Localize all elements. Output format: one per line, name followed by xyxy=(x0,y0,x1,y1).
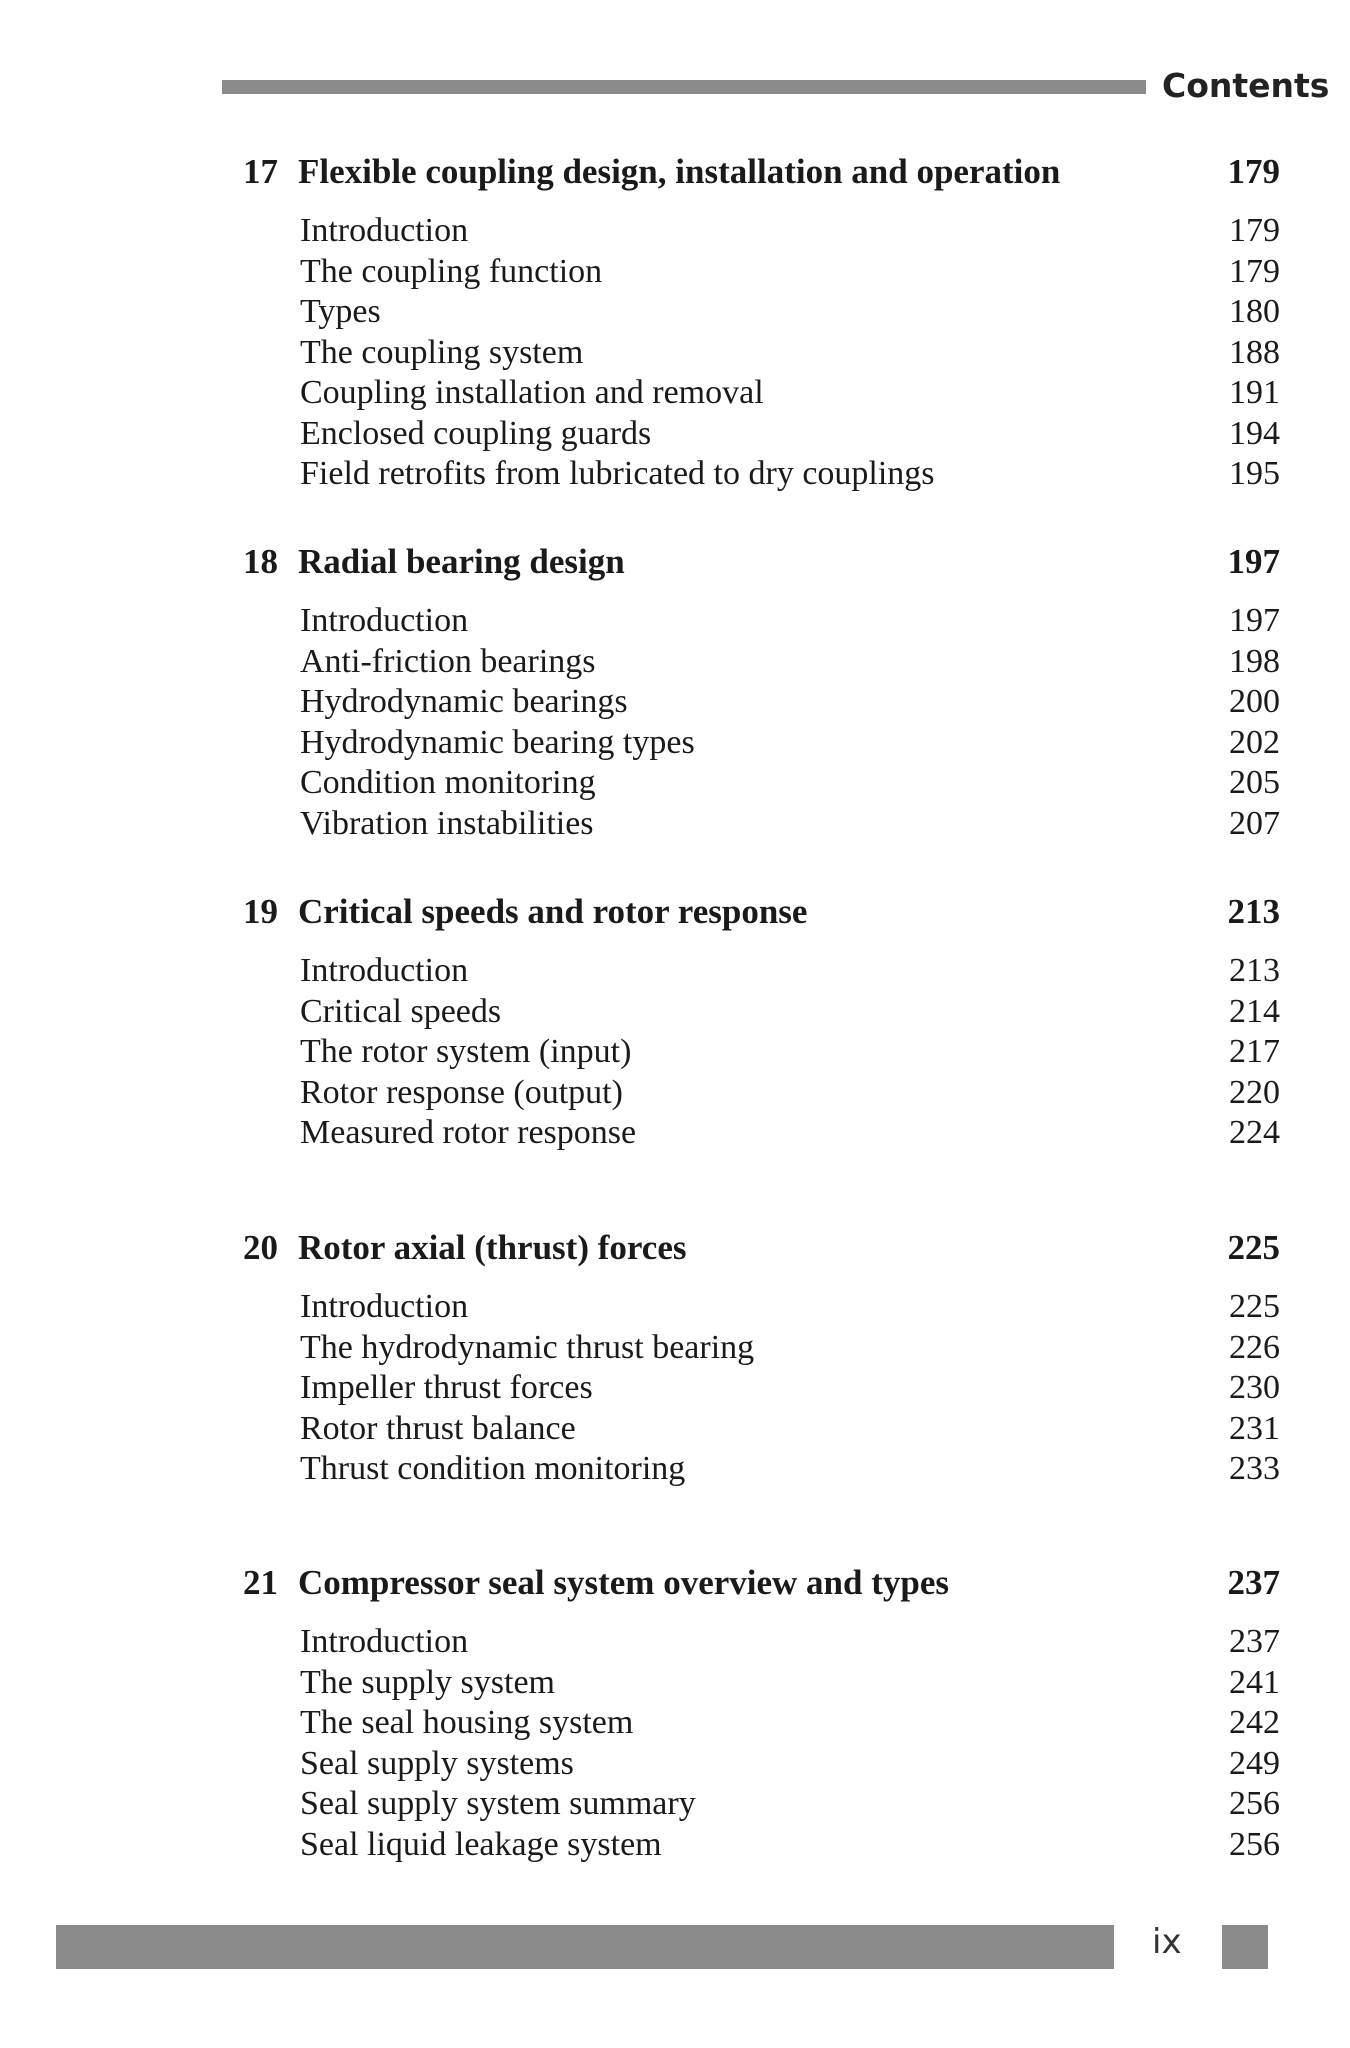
chapter-21 xyxy=(0,1563,1350,1866)
section-entry[interactable] xyxy=(0,1074,1350,1115)
chapter-heading[interactable] xyxy=(0,152,1350,212)
section-title: Rotor thrust balance xyxy=(300,1409,576,1447)
section-entry[interactable] xyxy=(0,212,1350,253)
section-entry[interactable] xyxy=(0,602,1350,643)
section-entry[interactable] xyxy=(0,1410,1350,1451)
header-rule xyxy=(222,80,1146,94)
section-title: Impeller thrust forces xyxy=(300,1369,593,1406)
page-folio: ix xyxy=(1152,1922,1182,1962)
section-page-number: 237 xyxy=(1229,1623,1280,1660)
section-page-number: 200 xyxy=(1229,683,1280,720)
section-title: Rotor response (output) xyxy=(300,1073,623,1111)
section-page-number: 197 xyxy=(1229,602,1280,639)
chapter-page-number: 225 xyxy=(1227,1228,1280,1267)
section-page-number: 205 xyxy=(1229,764,1280,801)
section-page-number: 198 xyxy=(1229,642,1280,680)
section-entry[interactable] xyxy=(0,764,1350,805)
section-title: Vibration instabilities xyxy=(300,804,594,842)
section-page-number: 241 xyxy=(1229,1663,1280,1701)
section-title: The coupling system xyxy=(300,333,584,371)
chapter-page-number: 197 xyxy=(1227,542,1280,581)
section-title: The supply system xyxy=(300,1663,555,1701)
section-entry[interactable] xyxy=(0,805,1350,846)
section-page-number: 225 xyxy=(1229,1288,1280,1325)
section-entry[interactable] xyxy=(0,334,1350,375)
section-title: Thrust condition monitoring xyxy=(300,1450,686,1487)
section-page-number: 188 xyxy=(1229,333,1280,371)
section-title: Hydrodynamic bearings xyxy=(300,683,628,720)
section-page-number: 179 xyxy=(1229,252,1280,290)
section-title: Introduction xyxy=(300,212,469,249)
section-page-number: 214 xyxy=(1229,992,1280,1030)
section-entry[interactable] xyxy=(0,1114,1350,1155)
section-page-number: 256 xyxy=(1229,1785,1280,1822)
section-page-number: 231 xyxy=(1229,1409,1280,1447)
section-entry[interactable] xyxy=(0,1369,1350,1410)
section-page-number: 224 xyxy=(1229,1114,1280,1151)
chapter-number: 21 xyxy=(243,1563,278,1602)
section-title: The coupling function xyxy=(300,252,603,290)
section-list xyxy=(0,602,1350,845)
section-entry[interactable] xyxy=(0,253,1350,294)
section-title: Anti-friction bearings xyxy=(300,642,596,680)
section-page-number: 256 xyxy=(1229,1825,1280,1863)
footer-block xyxy=(1222,1925,1268,1969)
section-page-number: 226 xyxy=(1229,1328,1280,1366)
chapter-17 xyxy=(0,152,1350,496)
chapter-heading[interactable] xyxy=(0,1228,1350,1288)
section-title: The seal housing system xyxy=(300,1704,634,1741)
section-title: The hydrodynamic thrust bearing xyxy=(300,1328,755,1366)
section-title: Introduction xyxy=(300,1288,469,1325)
section-page-number: 220 xyxy=(1229,1073,1280,1111)
section-title: Types xyxy=(300,293,381,330)
section-entry[interactable] xyxy=(0,1033,1350,1074)
section-list xyxy=(0,1623,1350,1866)
section-title: Introduction xyxy=(300,602,469,639)
section-title: Coupling installation and removal xyxy=(300,374,764,411)
chapter-title: Critical speeds and rotor response xyxy=(298,892,808,931)
section-page-number: 233 xyxy=(1229,1450,1280,1487)
section-page-number: 191 xyxy=(1229,374,1280,411)
chapter-number: 19 xyxy=(243,892,278,931)
section-entry[interactable] xyxy=(0,374,1350,415)
section-entry[interactable] xyxy=(0,1623,1350,1664)
section-title: Introduction xyxy=(300,1623,469,1660)
section-page-number: 213 xyxy=(1229,952,1280,989)
section-entry[interactable] xyxy=(0,643,1350,684)
chapter-title: Radial bearing design xyxy=(298,542,625,581)
chapter-title: Flexible coupling design, installation and operation xyxy=(298,152,1061,191)
section-entry[interactable] xyxy=(0,1785,1350,1826)
section-title: Introduction xyxy=(300,952,469,989)
chapter-number: 20 xyxy=(243,1228,278,1267)
running-head: Contents xyxy=(1162,66,1330,105)
section-entry[interactable] xyxy=(0,1826,1350,1867)
chapter-heading[interactable] xyxy=(0,892,1350,952)
section-title: Seal supply systems xyxy=(300,1744,574,1782)
chapter-title: Compressor seal system overview and types xyxy=(298,1563,950,1602)
section-entry[interactable] xyxy=(0,993,1350,1034)
section-entry[interactable] xyxy=(0,724,1350,765)
section-page-number: 179 xyxy=(1229,212,1280,249)
section-title: Seal supply system summary xyxy=(300,1785,696,1822)
chapter-20 xyxy=(0,1228,1350,1491)
chapter-number: 17 xyxy=(243,152,278,191)
chapter-page-number: 213 xyxy=(1227,892,1280,931)
section-entry[interactable] xyxy=(0,1704,1350,1745)
section-title: Field retrofits from lubricated to dry couplings xyxy=(300,455,935,492)
section-title: The rotor system (input) xyxy=(300,1033,632,1070)
chapter-number: 18 xyxy=(243,542,278,581)
section-entry[interactable] xyxy=(0,1664,1350,1705)
section-entry[interactable] xyxy=(0,1450,1350,1491)
section-title: Hydrodynamic bearing types xyxy=(300,723,695,761)
section-entry[interactable] xyxy=(0,952,1350,993)
chapter-page-number: 179 xyxy=(1227,152,1280,191)
section-page-number: 180 xyxy=(1229,293,1280,330)
chapter-heading[interactable] xyxy=(0,1563,1350,1623)
section-title: Enclosed coupling guards xyxy=(300,414,652,452)
section-page-number: 230 xyxy=(1229,1369,1280,1406)
chapter-19 xyxy=(0,892,1350,1155)
section-list xyxy=(0,952,1350,1155)
section-page-number: 202 xyxy=(1229,723,1280,761)
chapter-18 xyxy=(0,542,1350,845)
section-entry[interactable] xyxy=(0,683,1350,724)
section-page-number: 242 xyxy=(1229,1704,1280,1741)
section-entry[interactable] xyxy=(0,1288,1350,1329)
footer-rule xyxy=(56,1925,1114,1969)
section-entry[interactable] xyxy=(0,1329,1350,1370)
section-page-number: 249 xyxy=(1229,1744,1280,1782)
chapter-heading[interactable] xyxy=(0,542,1350,602)
section-title: Measured rotor response xyxy=(300,1114,637,1151)
section-page-number: 217 xyxy=(1229,1033,1280,1070)
section-title: Condition monitoring xyxy=(300,764,596,801)
section-entry[interactable] xyxy=(0,415,1350,456)
section-entry[interactable] xyxy=(0,1745,1350,1786)
section-list xyxy=(0,212,1350,496)
section-page-number: 195 xyxy=(1229,455,1280,492)
chapter-page-number: 237 xyxy=(1227,1563,1280,1602)
chapter-title: Rotor axial (thrust) forces xyxy=(298,1228,687,1267)
section-title: Seal liquid leakage system xyxy=(300,1825,662,1863)
section-entry[interactable] xyxy=(0,293,1350,334)
section-page-number: 207 xyxy=(1229,804,1280,842)
section-list xyxy=(0,1288,1350,1491)
section-page-number: 194 xyxy=(1229,414,1280,452)
section-entry[interactable] xyxy=(0,455,1350,496)
section-title: Critical speeds xyxy=(300,992,502,1030)
